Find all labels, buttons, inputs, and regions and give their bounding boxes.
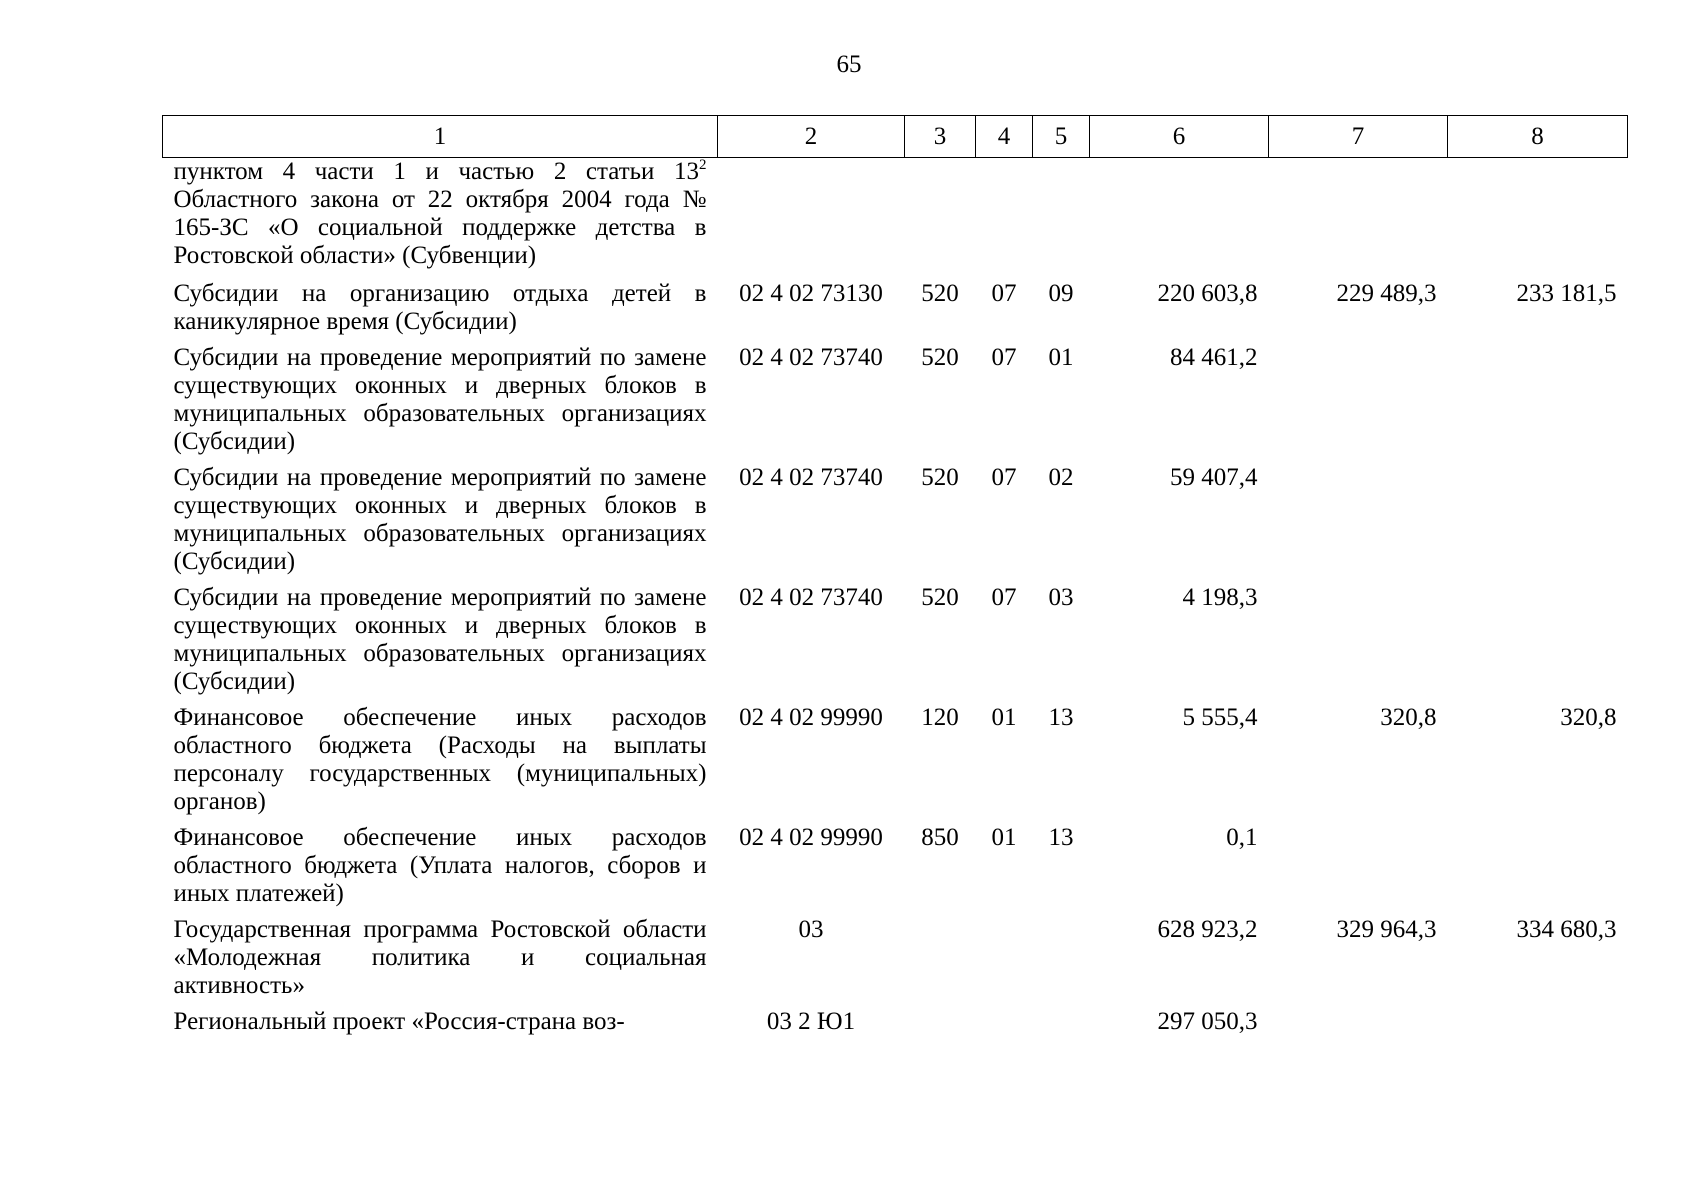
subsection-code xyxy=(1033,916,1090,1008)
amount-year-1: 220 603,8 xyxy=(1157,280,1258,307)
amount-year-2: 229 489,3 xyxy=(1336,280,1437,307)
amount-year-2 xyxy=(1269,344,1448,464)
table-row xyxy=(163,824,1628,916)
subsection-code xyxy=(1033,1008,1090,1044)
page-number: 65 xyxy=(836,51,862,78)
amount-year-2 xyxy=(1269,824,1448,916)
table-row xyxy=(163,280,1628,344)
amount-year-3: 320,8 xyxy=(1560,704,1617,731)
subsection-code: 03 xyxy=(1048,584,1074,611)
column-header: 2 xyxy=(718,116,905,158)
target-article-code: 03 xyxy=(798,916,824,943)
table-row xyxy=(163,704,1628,824)
row-description: Субсидии на проведение мероприятий по замене существующих оконных и дверных блоков в муниципальных образовательных организациях (Субсидии) xyxy=(173,584,707,695)
amount-year-1: 84 461,2 xyxy=(1170,344,1258,371)
target-article-code: 02 4 02 73740 xyxy=(739,584,883,611)
column-header: 5 xyxy=(1033,116,1090,158)
continuation-description xyxy=(163,158,718,281)
column-header: 7 xyxy=(1269,116,1448,158)
amount-year-3: 334 680,3 xyxy=(1516,916,1617,943)
table-row xyxy=(163,464,1628,584)
section-code xyxy=(976,916,1033,1008)
subsection-code: 02 xyxy=(1048,464,1074,491)
amount-year-1: 0,1 xyxy=(1226,824,1258,851)
row-description: Финансовое обеспечение иных расходов областного бюджета (Расходы на выплаты персоналу государственных (муниципальных) органов) xyxy=(173,704,707,815)
row-description: Финансовое обеспечение иных расходов областного бюджета (Уплата налогов, сборов и иных платежей) xyxy=(173,824,707,907)
amount-year-3: 233 181,5 xyxy=(1516,280,1617,307)
continuation-row xyxy=(163,158,1628,281)
amount-year-2: 320,8 xyxy=(1380,704,1437,731)
expense-type-code xyxy=(905,916,976,1008)
amount-year-3 xyxy=(1448,344,1628,464)
table-row xyxy=(163,344,1628,464)
subsection-code: 13 xyxy=(1048,704,1074,731)
expense-type-code: 120 xyxy=(921,704,959,731)
column-number-header xyxy=(163,116,1628,158)
column-header: 6 xyxy=(1090,116,1269,158)
amount-year-2 xyxy=(1269,464,1448,584)
column-header: 3 xyxy=(905,116,976,158)
section-code: 07 xyxy=(991,280,1017,307)
expense-type-code: 520 xyxy=(921,344,959,371)
expense-type-code: 850 xyxy=(921,824,959,851)
amount-year-1: 5 555,4 xyxy=(1182,704,1258,731)
amount-year-2: 329 964,3 xyxy=(1336,916,1437,943)
section-code: 07 xyxy=(991,464,1017,491)
table-row xyxy=(163,916,1628,1008)
subsection-code: 13 xyxy=(1048,824,1074,851)
section-code: 01 xyxy=(991,704,1017,731)
column-header: 4 xyxy=(976,116,1033,158)
continuation-text-after: Областного закона от 22 октября 2004 года № 165-ЗС «О социальной поддержке детства в Ростовской области» (Субвенции) xyxy=(173,186,707,269)
continuation-text: пунктом 4 части 1 и частью 2 статьи 13 xyxy=(173,158,699,185)
expense-type-code xyxy=(905,1008,976,1044)
table-row xyxy=(163,1008,1628,1044)
target-article-code: 02 4 02 99990 xyxy=(739,824,883,851)
amount-year-1: 59 407,4 xyxy=(1170,464,1258,491)
header-row xyxy=(163,116,1628,158)
table-row xyxy=(163,584,1628,704)
amount-year-2 xyxy=(1269,584,1448,704)
expense-type-code: 520 xyxy=(921,584,959,611)
row-description: Региональный проект «Россия-страна воз- xyxy=(173,1008,625,1035)
amount-year-3 xyxy=(1448,1008,1628,1044)
amount-year-1: 628 923,2 xyxy=(1157,916,1258,943)
expense-type-code: 520 xyxy=(921,280,959,307)
continuation-superscript: 2 xyxy=(699,157,707,173)
section-code: 01 xyxy=(991,824,1017,851)
amount-year-2 xyxy=(1269,1008,1448,1044)
target-article-code: 02 4 02 73130 xyxy=(739,280,883,307)
column-header: 8 xyxy=(1448,116,1628,158)
row-description: Субсидии на проведение мероприятий по замене существующих оконных и дверных блоков в муниципальных образовательных организациях (Субсидии) xyxy=(173,344,707,455)
amount-year-3 xyxy=(1448,464,1628,584)
subsection-code: 01 xyxy=(1048,344,1074,371)
amount-year-1: 297 050,3 xyxy=(1157,1008,1258,1035)
section-code: 07 xyxy=(991,584,1017,611)
budget-table xyxy=(162,115,1628,1044)
budget-table-container xyxy=(162,115,1628,1044)
row-description: Субсидии на проведение мероприятий по замене существующих оконных и дверных блоков в муниципальных образовательных организациях (Субсидии) xyxy=(173,464,707,575)
row-description: Субсидии на организацию отдыха детей в каникулярное время (Субсидии) xyxy=(173,280,707,335)
amount-year-3 xyxy=(1448,584,1628,704)
section-code xyxy=(976,1008,1033,1044)
subsection-code: 09 xyxy=(1048,280,1074,307)
target-article-code: 03 2 Ю1 xyxy=(766,1008,856,1035)
table-body xyxy=(163,158,1628,1045)
target-article-code: 02 4 02 73740 xyxy=(739,344,883,371)
section-code: 07 xyxy=(991,344,1017,371)
amount-year-1: 4 198,3 xyxy=(1182,584,1258,611)
column-header: 1 xyxy=(163,116,718,158)
target-article-code: 02 4 02 73740 xyxy=(739,464,883,491)
amount-year-3 xyxy=(1448,824,1628,916)
row-description: Государственная программа Ростовской области «Молодежная политика и социальная активность» xyxy=(173,916,707,999)
target-article-code: 02 4 02 99990 xyxy=(739,704,883,731)
expense-type-code: 520 xyxy=(921,464,959,491)
